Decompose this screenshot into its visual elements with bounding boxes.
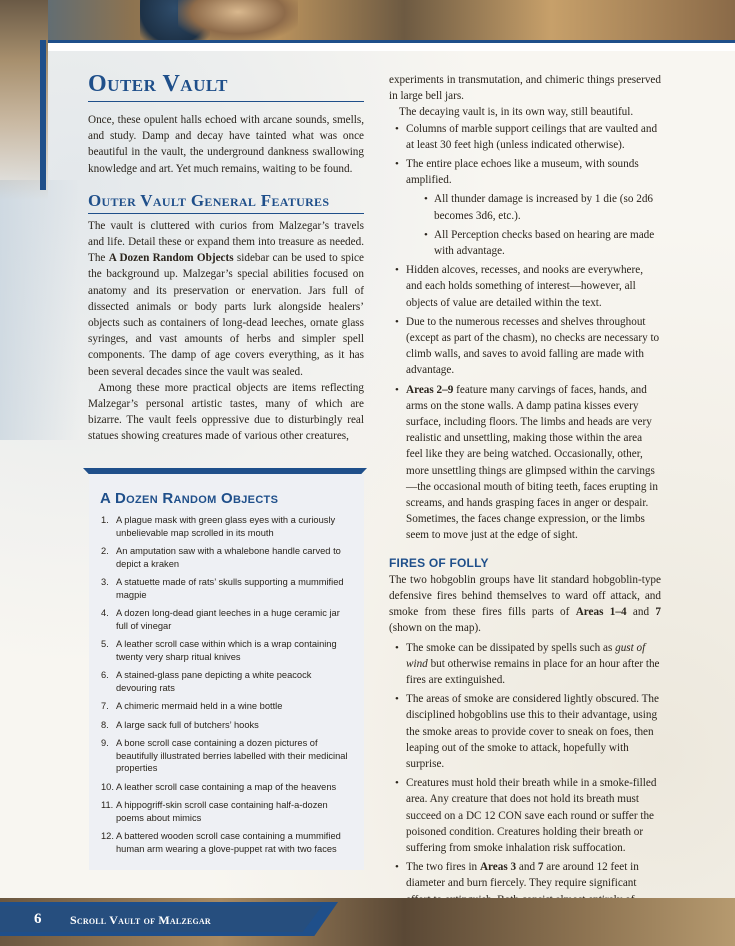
- random-object-item: [89, 607, 351, 632]
- features-bullet-echoes: [389, 156, 661, 259]
- features-bullet-carvings-text: feature many carvings of faces, hands, and arms on the stone walls. A damp patina kisses every surface, including floors. The limbs and heads are very realistic and unsettling, making those within the area feel like they are being watched. Occasionally, other, more unsettling things are glimpsed within the carvings—the occasional mouth of biting teeth, faces erupting in screams, and hands grasping faces in anger or despair. Sometimes, the faces change expression, or the limbs seem to move just at the edge of sight.: [406, 383, 658, 542]
- features-paragraph-3: The decaying vault is, in its own way, still beautiful.: [399, 106, 634, 119]
- random-object-text: A dozen long-dead giant leeches in a huge ceramic jar full of vinegar: [116, 608, 340, 631]
- random-object-text: A leather scroll case within which is a wrap containing twenty very sharp ritual knives: [116, 639, 337, 662]
- title-rule: [88, 101, 364, 102]
- random-object-item: [89, 830, 351, 855]
- random-object-text: A statuette made of rats’ skulls supporting a mummified magpie: [116, 577, 344, 600]
- fires-b4-text-b: and: [516, 861, 538, 874]
- random-object-number: 12.: [101, 831, 114, 841]
- sidebar-reference: A Dozen Random Objects: [108, 252, 234, 265]
- features-bullet-echoes-text: The entire place echoes like a museum, with sounds amplified.: [406, 158, 639, 187]
- random-object-number: 11.: [101, 800, 114, 810]
- random-object-number: 9.: [101, 738, 109, 748]
- random-object-text: A stained-glass pane depicting a white peacock devouring rats: [116, 670, 312, 693]
- fires-bullet-breath: • Creatures must hold their breath while in a smoke-filled area. Any creature that does not hold its breath must succeed on a DC 12 CON save each round or suffer the poisoned condition. Creatures holding their breath or suffering from smoke inhalation risk suffocation.: [389, 775, 661, 856]
- features-heading: Outer Vault General Features: [88, 190, 330, 210]
- features-rule: [88, 213, 364, 214]
- features-paragraph-2-continued: experiments in transmutation, and chimeric things preserved in large bell jars.: [389, 74, 661, 103]
- features-bullets: [389, 121, 661, 544]
- random-object-text: A battered wooden scroll case containing a mummified human arm wearing a glove-puppet rat with two faces: [116, 831, 341, 854]
- random-object-text: A large sack full of butchers’ hooks: [116, 719, 259, 730]
- section-title: Outer Vault: [88, 71, 228, 97]
- random-object-item: [89, 719, 351, 732]
- features-bullet-alcoves: • Hidden alcoves, recesses, and nooks are everywhere, and each holds something of interest—however, all objects of value are detailed within the text.: [389, 262, 661, 311]
- random-object-number: 8.: [101, 719, 109, 730]
- fires-areas-reference: Areas 1–4: [575, 606, 627, 619]
- random-objects-list: [89, 514, 351, 861]
- fires-b1-text-a: The smoke can be dissipated by spells such as: [406, 641, 616, 654]
- features-bullet-carvings: [389, 382, 661, 544]
- random-object-number: 5.: [101, 639, 109, 649]
- random-objects-sidebar: [89, 474, 364, 870]
- areas-reference: Areas 2–9: [406, 383, 454, 396]
- features-p1-text-b: sidebar can be used to spice the background up. Malzegar’s special abilities focused on anatomy and its preservation or enervation. Jars full of dissected animals or body parts lurk alongside healers’ objects such as containers of long-dead leeches, ornate glass syringes, and vast amounts of herbs and simpler spell components. The damp of age covers everything, as it has been several decades since the vault was sealed.: [88, 252, 364, 378]
- random-object-number: 6.: [101, 670, 109, 680]
- random-object-number: 4.: [101, 608, 109, 618]
- random-object-item: [89, 669, 351, 694]
- scholar-figure-art: [178, 0, 298, 40]
- fires-p1-text-b: and: [626, 606, 656, 619]
- random-object-item: [89, 781, 351, 794]
- random-object-text: A chimeric mermaid held in a wine bottle: [116, 701, 283, 711]
- header-band: [0, 40, 735, 51]
- random-object-text: A bone scroll case containing a dozen pictures of beautifully illustrated berries labelled with their medicinal properties: [116, 738, 348, 773]
- random-object-item: [89, 638, 351, 663]
- fires-b4-text-a: The two fires in: [406, 861, 480, 874]
- random-object-number: 10.: [101, 781, 114, 792]
- page-number: 6: [34, 911, 42, 927]
- random-object-number: 2.: [101, 546, 109, 556]
- features-paragraph-2: Among these more practical objects are items reflecting Malzegar’s personal artistic tastes, many of which are bizarre. The vault feels oppressive due to disturbingly real statues showing creatures made of various other creatures,: [88, 381, 364, 443]
- fires-area-7b-reference: 7: [537, 861, 544, 874]
- subbullet-perception: • All Perception checks based on hearing are made with advantage.: [406, 227, 661, 259]
- features-bullet-columns: • Columns of marble support ceilings that are vaulted and at least 30 feet high (unless indicated otherwise).: [389, 121, 661, 153]
- random-object-item: [89, 799, 351, 824]
- fires-bullet-dissipate: [389, 640, 661, 689]
- random-object-number: 3.: [101, 577, 109, 587]
- spell-name: gust of wind: [406, 641, 646, 670]
- fires-heading: FIRES OF FOLLY: [389, 555, 489, 570]
- echoes-subbullets: [406, 191, 661, 259]
- features-p1-text-a: The vault is cluttered with curios from Malzegar’s travels and life. Detail these or expand them into treasure as needed. The: [88, 219, 364, 265]
- left-column: [88, 70, 364, 445]
- fires-bullets: [389, 640, 661, 941]
- fires-paragraph: [389, 572, 661, 637]
- left-border-illustration: [0, 0, 48, 200]
- fires-b4-text-c: are around 12 feet in diameter and burn fiercely. They require significant: [406, 861, 639, 890]
- fires-p1-text-a: The two hobgoblin groups have lit standard hobgoblin-type defensive fires behind themselves to ward off attack, and smoke from these fires fills parts of: [389, 573, 661, 619]
- random-object-item: [89, 737, 351, 775]
- subbullet-thunder: • All thunder damage is increased by 1 die (so 2d6 becomes 3d6, etc.).: [406, 191, 661, 223]
- fires-p1-text-c: (shown on the map).: [389, 622, 481, 635]
- random-object-text: A leather scroll case containing a map of the heavens: [116, 781, 337, 792]
- left-margin-wash: [0, 180, 80, 440]
- fires-bullet-obscured: • The areas of smoke are considered lightly obscured. The disciplined hobgoblins use this to their advantage, using the smoke areas to provide cover to sneak on foes, then leaping out of the smoke to attack, hopefully with surprise.: [389, 691, 661, 772]
- fires-area-7-reference: 7: [655, 606, 662, 619]
- random-object-item: [89, 576, 351, 601]
- features-paragraph-1: [88, 218, 364, 380]
- features-bullet-climbing: • Due to the numerous recesses and shelves throughout (except as part of the chasm), no checks are necessary to climb walls, and saves to avoid falling are made with advantage.: [389, 314, 661, 379]
- random-object-text: A plague mask with green glass eyes with a curiously unbelievable map scrolled in its mouth: [116, 515, 336, 538]
- random-object-item: [89, 514, 351, 539]
- random-object-number: 1.: [101, 515, 109, 525]
- fires-area-3-reference: Areas 3: [479, 861, 517, 874]
- fires-b1-text-b: but otherwise remains in place for an hour after the fires are extinguished.: [406, 657, 660, 686]
- random-object-item: [89, 545, 351, 570]
- right-column: [389, 72, 661, 940]
- sidebar-title: A Dozen Random Objects: [100, 490, 279, 507]
- random-object-text: A hippogriff-skin scroll case containing half-a-dozen poems about mimics: [116, 800, 328, 823]
- random-object-item: [89, 700, 351, 713]
- random-object-number: 7.: [101, 701, 109, 711]
- random-object-text: An amputation saw with a whalebone handle carved to depict a kraken: [116, 546, 341, 569]
- footer-book-title: Scroll Vault of Malzegar: [70, 913, 211, 927]
- intro-paragraph: Once, these opulent halls echoed with arcane sounds, smells, and study. Damp and decay have tainted what was once beautiful in the vault, the underground dankness swallowing knowledge and art. Yet much remains, waiting to be found.: [88, 114, 364, 175]
